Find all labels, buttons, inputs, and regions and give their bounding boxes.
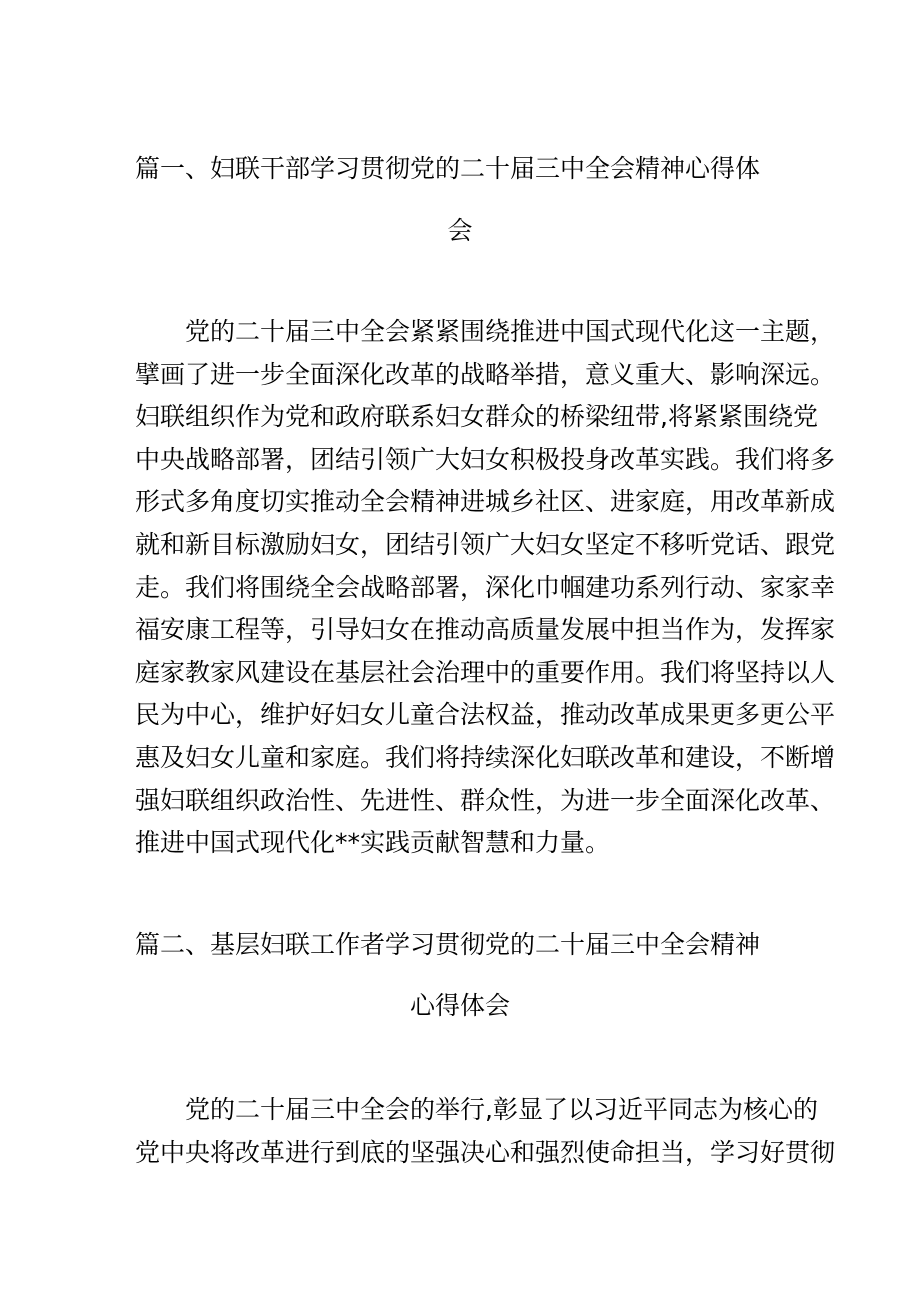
paragraph-line: 形式多角度切实推动全会精神进城乡社区、进家庭，用改革新成 xyxy=(135,487,836,517)
paragraph-line: 中央战略部署，团结引领广大妇女积极投身改革实践。我们将多 xyxy=(135,444,836,474)
section-1-title-line-2: 会 xyxy=(447,216,473,245)
paragraph-line: 就和新目标激励妇女，团结引领广大妇女坚定不移听党话、跟党 xyxy=(135,529,836,559)
paragraph-line: 强妇联组织政治性、先进性、群众性，为进一步全面深化改革、 xyxy=(135,785,836,815)
paragraph-line: 党的二十届三中全会的举行,彰显了以习近平同志为核心的 xyxy=(185,1095,818,1124)
section-2-title-line-1: 篇二、基层妇联工作者学习贯彻党的二十届三中全会精神 xyxy=(135,930,761,959)
paragraph-line: 惠及妇女儿童和家庭。我们将持续深化妇联改革和建设，不断增 xyxy=(135,742,836,772)
section-1-paragraph xyxy=(135,311,836,865)
section-2-title-line-2: 心得体会 xyxy=(409,991,510,1020)
paragraph-line: 庭家教家风建设在基层社会治理中的重要作用。我们将坚持以人 xyxy=(135,657,836,687)
paragraph-line: 擘画了进一步全面深化改革的战略举措，意义重大、影响深远。 xyxy=(135,359,836,389)
paragraph-line: 推进中国式现代化**实践贡献智慧和力量。 xyxy=(135,828,611,858)
paragraph-line: 民为中心，维护好妇女儿童合法权益，推动改革成果更多更公平 xyxy=(135,700,836,730)
section-2-paragraph xyxy=(135,1089,836,1174)
paragraph-line: 党的二十届三中全会紧紧围绕推进中国式现代化这一主题， xyxy=(185,317,836,346)
paragraph-line: 党中央将改革进行到底的坚强决心和强烈使命担当，学习好贯彻 xyxy=(135,1137,836,1167)
section-1-title-line-1: 篇一、妇联干部学习贯彻党的二十届三中全会精神心得体 xyxy=(135,154,761,183)
paragraph-line: 走。我们将围绕全会战略部署，深化巾帼建功系列行动、家家幸 xyxy=(135,572,836,602)
paragraph-line: 福安康工程等，引导妇女在推动高质量发展中担当作为，发挥家 xyxy=(135,615,836,645)
paragraph-line: 妇联组织作为党和政府联系妇女群众的桥梁纽带,将紧紧围绕党 xyxy=(135,402,818,432)
